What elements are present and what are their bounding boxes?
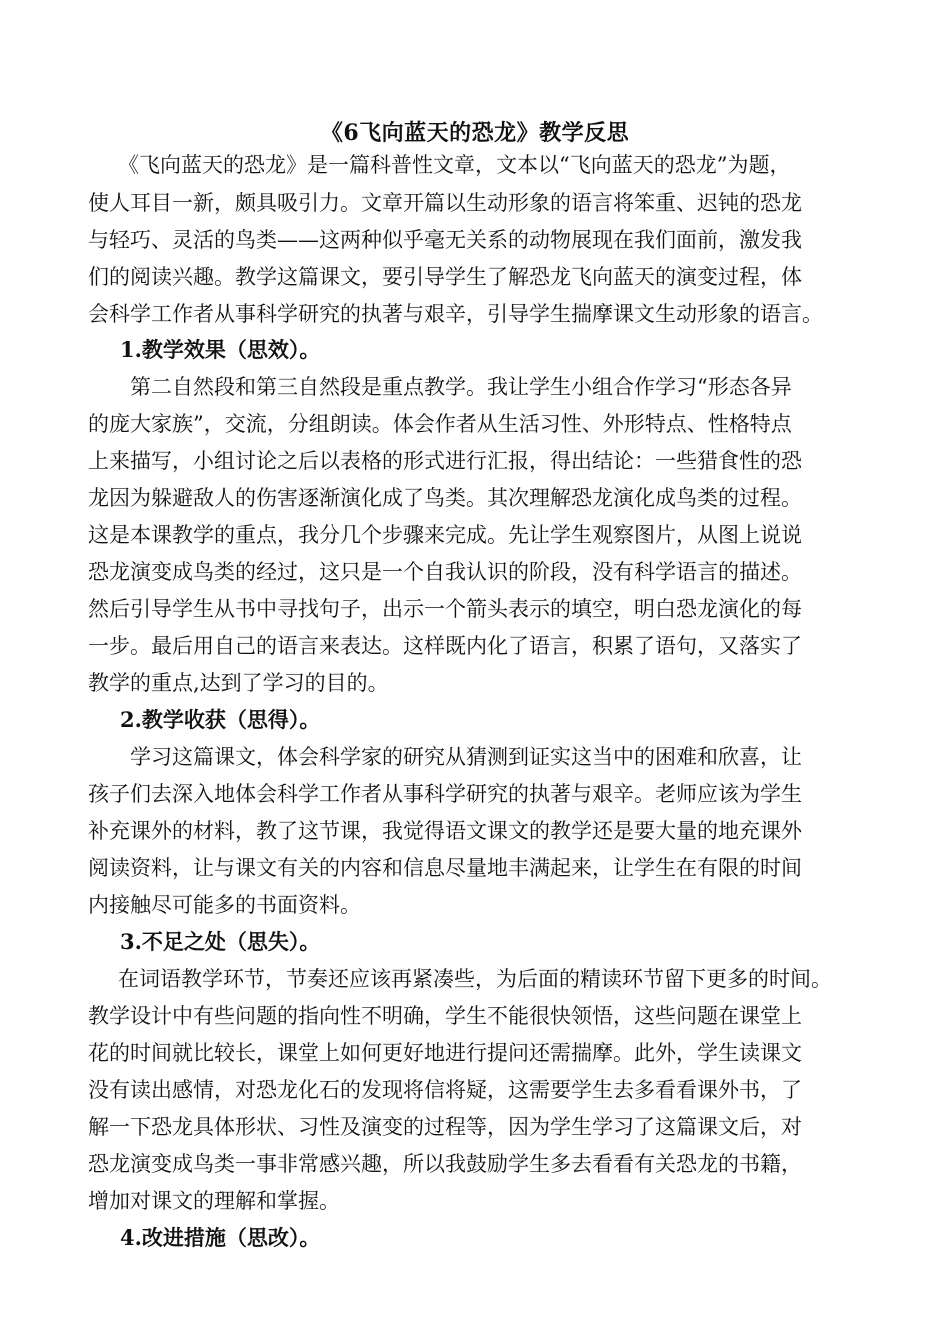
paragraph-line: 花的时间就比较长，课堂上如何更好地进行提问还需揣摩。此外，学生读课文 bbox=[88, 1041, 802, 1065]
intro-line: 会科学工作者从事科学研究的执著与艰辛，引导学生揣摩课文生动形象的语言。 bbox=[88, 302, 823, 326]
intro-line: 《飞向蓝天的恐龙》是一篇科普性文章，文本以“飞向蓝天的恐龙”为题， bbox=[118, 153, 791, 177]
section-heading-3: 3.不足之处（思失）。 bbox=[120, 929, 321, 954]
paragraph-line: 这是本课教学的重点，我分几个步骤来完成。先让学生观察图片，从图上说说 bbox=[88, 523, 802, 547]
intro-line: 们的阅读兴趣。教学这篇课文，要引导学生了解恐龙飞向蓝天的演变过程，体 bbox=[88, 265, 802, 289]
paragraph-line: 一步。最后用自己的语言来表达。这样既内化了语言，积累了语句，又落实了 bbox=[88, 634, 802, 658]
paragraph-line: 恐龙演变成鸟类一事非常感兴趣，所以我鼓励学生多去看看有关恐龙的书籍， bbox=[88, 1152, 802, 1176]
paragraph-line: 孩子们去深入地体会科学工作者从事科学研究的执著与艰辛。老师应该为学生 bbox=[88, 782, 802, 806]
paragraph-line: 教学设计中有些问题的指向性不明确，学生不能很快领悟，这些问题在课堂上 bbox=[88, 1004, 802, 1028]
paragraph-line: 没有读出感情，对恐龙化石的发现将信将疑，这需要学生去多看看课外书，了 bbox=[88, 1078, 802, 1102]
paragraph-line: 第二自然段和第三自然段是重点教学。我让学生小组合作学习“形态各异 bbox=[130, 375, 792, 399]
paragraph-line: 学习这篇课文，体会科学家的研究从猜测到证实这当中的困难和欣喜，让 bbox=[130, 745, 802, 769]
paragraph-line: 然后引导学生从书中寻找句子，出示一个箭头表示的填空，明白恐龙演化的每 bbox=[88, 597, 802, 621]
paragraph-line: 上来描写，小组讨论之后以表格的形式进行汇报，得出结论：一些猎食性的恐 bbox=[88, 449, 802, 473]
paragraph-line: 阅读资料，让与课文有关的内容和信息尽量地丰满起来，让学生在有限的时间 bbox=[88, 856, 802, 880]
intro-line: 与轻巧、灵活的鸟类——这两种似乎毫无关系的动物展现在我们面前，激发我 bbox=[88, 228, 802, 252]
paragraph-line: 龙因为躲避敌人的伤害逐渐演化成了鸟类。其次理解恐龙演化成鸟类的过程。 bbox=[88, 486, 802, 510]
paragraph-line: 的庞大家族”，交流，分组朗读。体会作者从生活习性、外形特点、性格特点 bbox=[88, 412, 792, 436]
section-heading-2: 2.教学收获（思得）。 bbox=[120, 707, 321, 732]
document-title: 《6飞向蓝天的恐龙》教学反思 bbox=[320, 120, 630, 146]
paragraph-line: 内接触尽可能多的书面资料。 bbox=[88, 893, 361, 917]
section-heading-4: 4.改进措施（思改）。 bbox=[120, 1225, 321, 1250]
intro-line: 使人耳目一新，颇具吸引力。文章开篇以生动形象的语言将笨重、迟钝的恐龙 bbox=[88, 191, 802, 215]
paragraph-line: 解一下恐龙具体形状、习性及演变的过程等，因为学生学习了这篇课文后，对 bbox=[88, 1115, 802, 1139]
section-heading-1: 1.教学效果（思效）。 bbox=[120, 337, 321, 362]
paragraph-line: 补充课外的材料，教了这节课，我觉得语文课文的教学还是要大量的地充课外 bbox=[88, 819, 802, 843]
paragraph-line: 在词语教学环节，节奏还应该再紧凑些，为后面的精读环节留下更多的时间。 bbox=[118, 967, 832, 991]
paragraph-line: 恐龙演变成鸟类的经过，这只是一个自我认识的阶段，没有科学语言的描述。 bbox=[88, 560, 802, 584]
paragraph-line: 增加对课文的理解和掌握。 bbox=[88, 1189, 340, 1213]
paragraph-line: 教学的重点,达到了学习的目的。 bbox=[88, 671, 389, 695]
